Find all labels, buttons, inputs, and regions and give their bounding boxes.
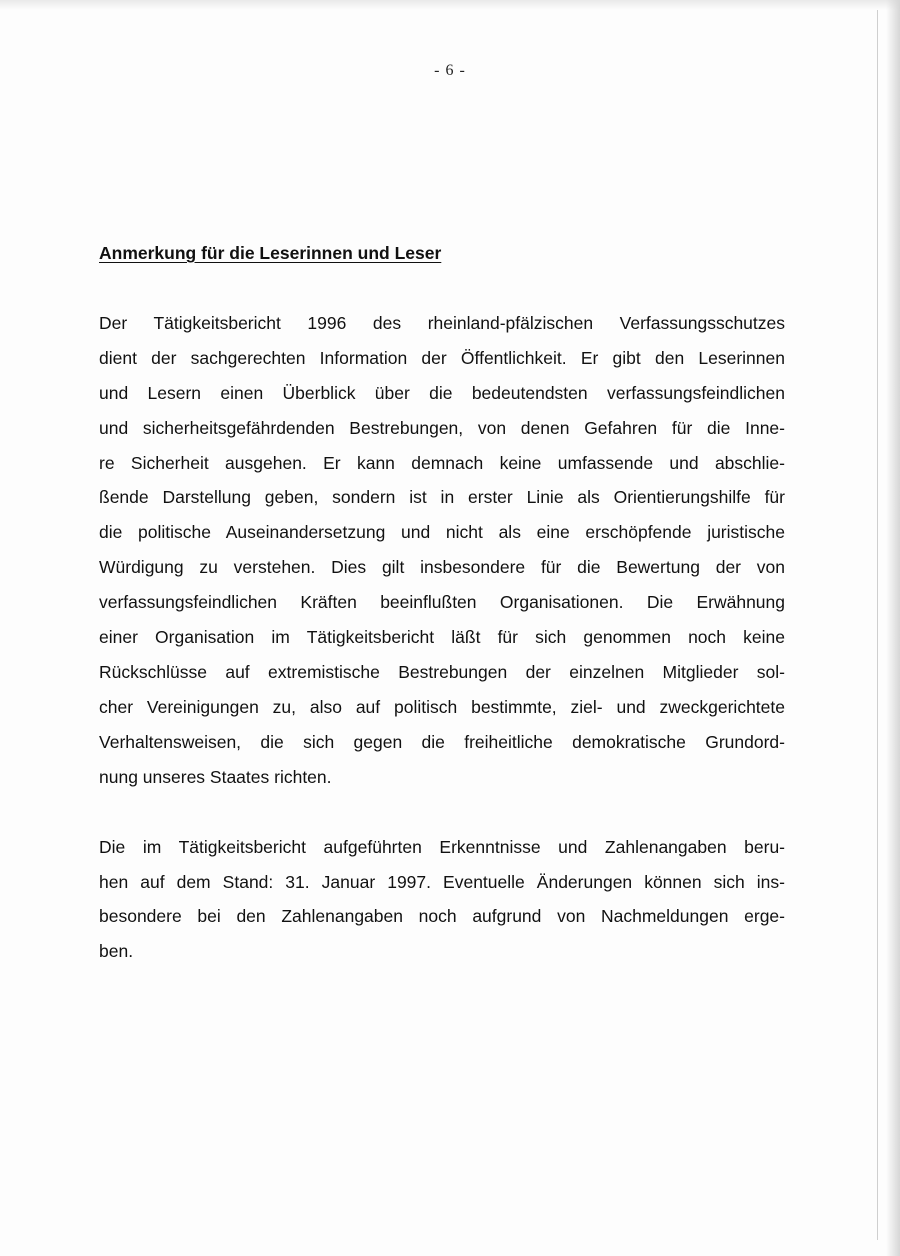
text-line: nung unseres Staates richten. [99,766,332,787]
section-heading: Anmerkung für die Leserinnen und Leser [99,243,442,263]
text-line: ben. [99,941,134,962]
text-line: re Sicherheit ausgehen. Er kann demnach keine umfassende und abschlie- [99,452,785,473]
text-line: die politische Auseinandersetzung und nicht als eine erschöpfende juristische [99,522,785,543]
text-line: Würdigung zu verstehen. Dies gilt insbesondere für die Bewertung der von [99,557,785,578]
text-line: und sicherheitsgefährdenden Bestrebungen, von denen Gefahren für die Inne- [99,417,785,438]
scan-edge-top [0,0,900,10]
text-line: Rückschlüsse auf extremistische Bestrebungen der einzelnen Mitglieder sol- [99,661,785,682]
text-line: einer Organisation im Tätigkeitsbericht läßt für sich genommen noch keine [99,627,785,648]
paragraph-1 [99,306,785,795]
page-number: - 6 - [434,62,466,79]
text-line: Die im Tätigkeitsbericht aufgeführten Erkenntnisse und Zahlenangaben beru- [99,836,785,857]
text-line: und Lesern einen Überblick über die bedeutendsten verfassungsfeindlichen [99,382,785,403]
text-line: verfassungsfeindlichen Kräften beeinflußten Organisationen. Die Erwähnung [99,592,785,613]
text-line: dient der sachgerechten Information der Öffentlichkeit. Er gibt den Leserinnen [99,347,785,368]
scan-edge-line [877,10,878,1240]
text-line: cher Vereinigungen zu, also auf politisch bestimmte, ziel- und zweckgerichtete [99,696,785,717]
text-line: Verhaltensweisen, die sich gegen die freiheitliche demokratische Grundord- [99,731,785,752]
text-line: hen auf dem Stand: 31. Januar 1997. Eventuelle Änderungen können sich ins- [99,871,785,892]
document-body [99,236,785,969]
scan-edge-right [886,0,900,1256]
text-line: besondere bei den Zahlenangaben noch aufgrund von Nachmeldungen erge- [99,906,785,927]
text-line: ßende Darstellung geben, sondern ist in erster Linie als Orientierungshilfe für [99,487,785,508]
text-line: Der Tätigkeitsbericht 1996 des rheinland-pfälzischen Verfassungsschutzes [99,312,785,333]
paragraph-2 [99,830,785,970]
